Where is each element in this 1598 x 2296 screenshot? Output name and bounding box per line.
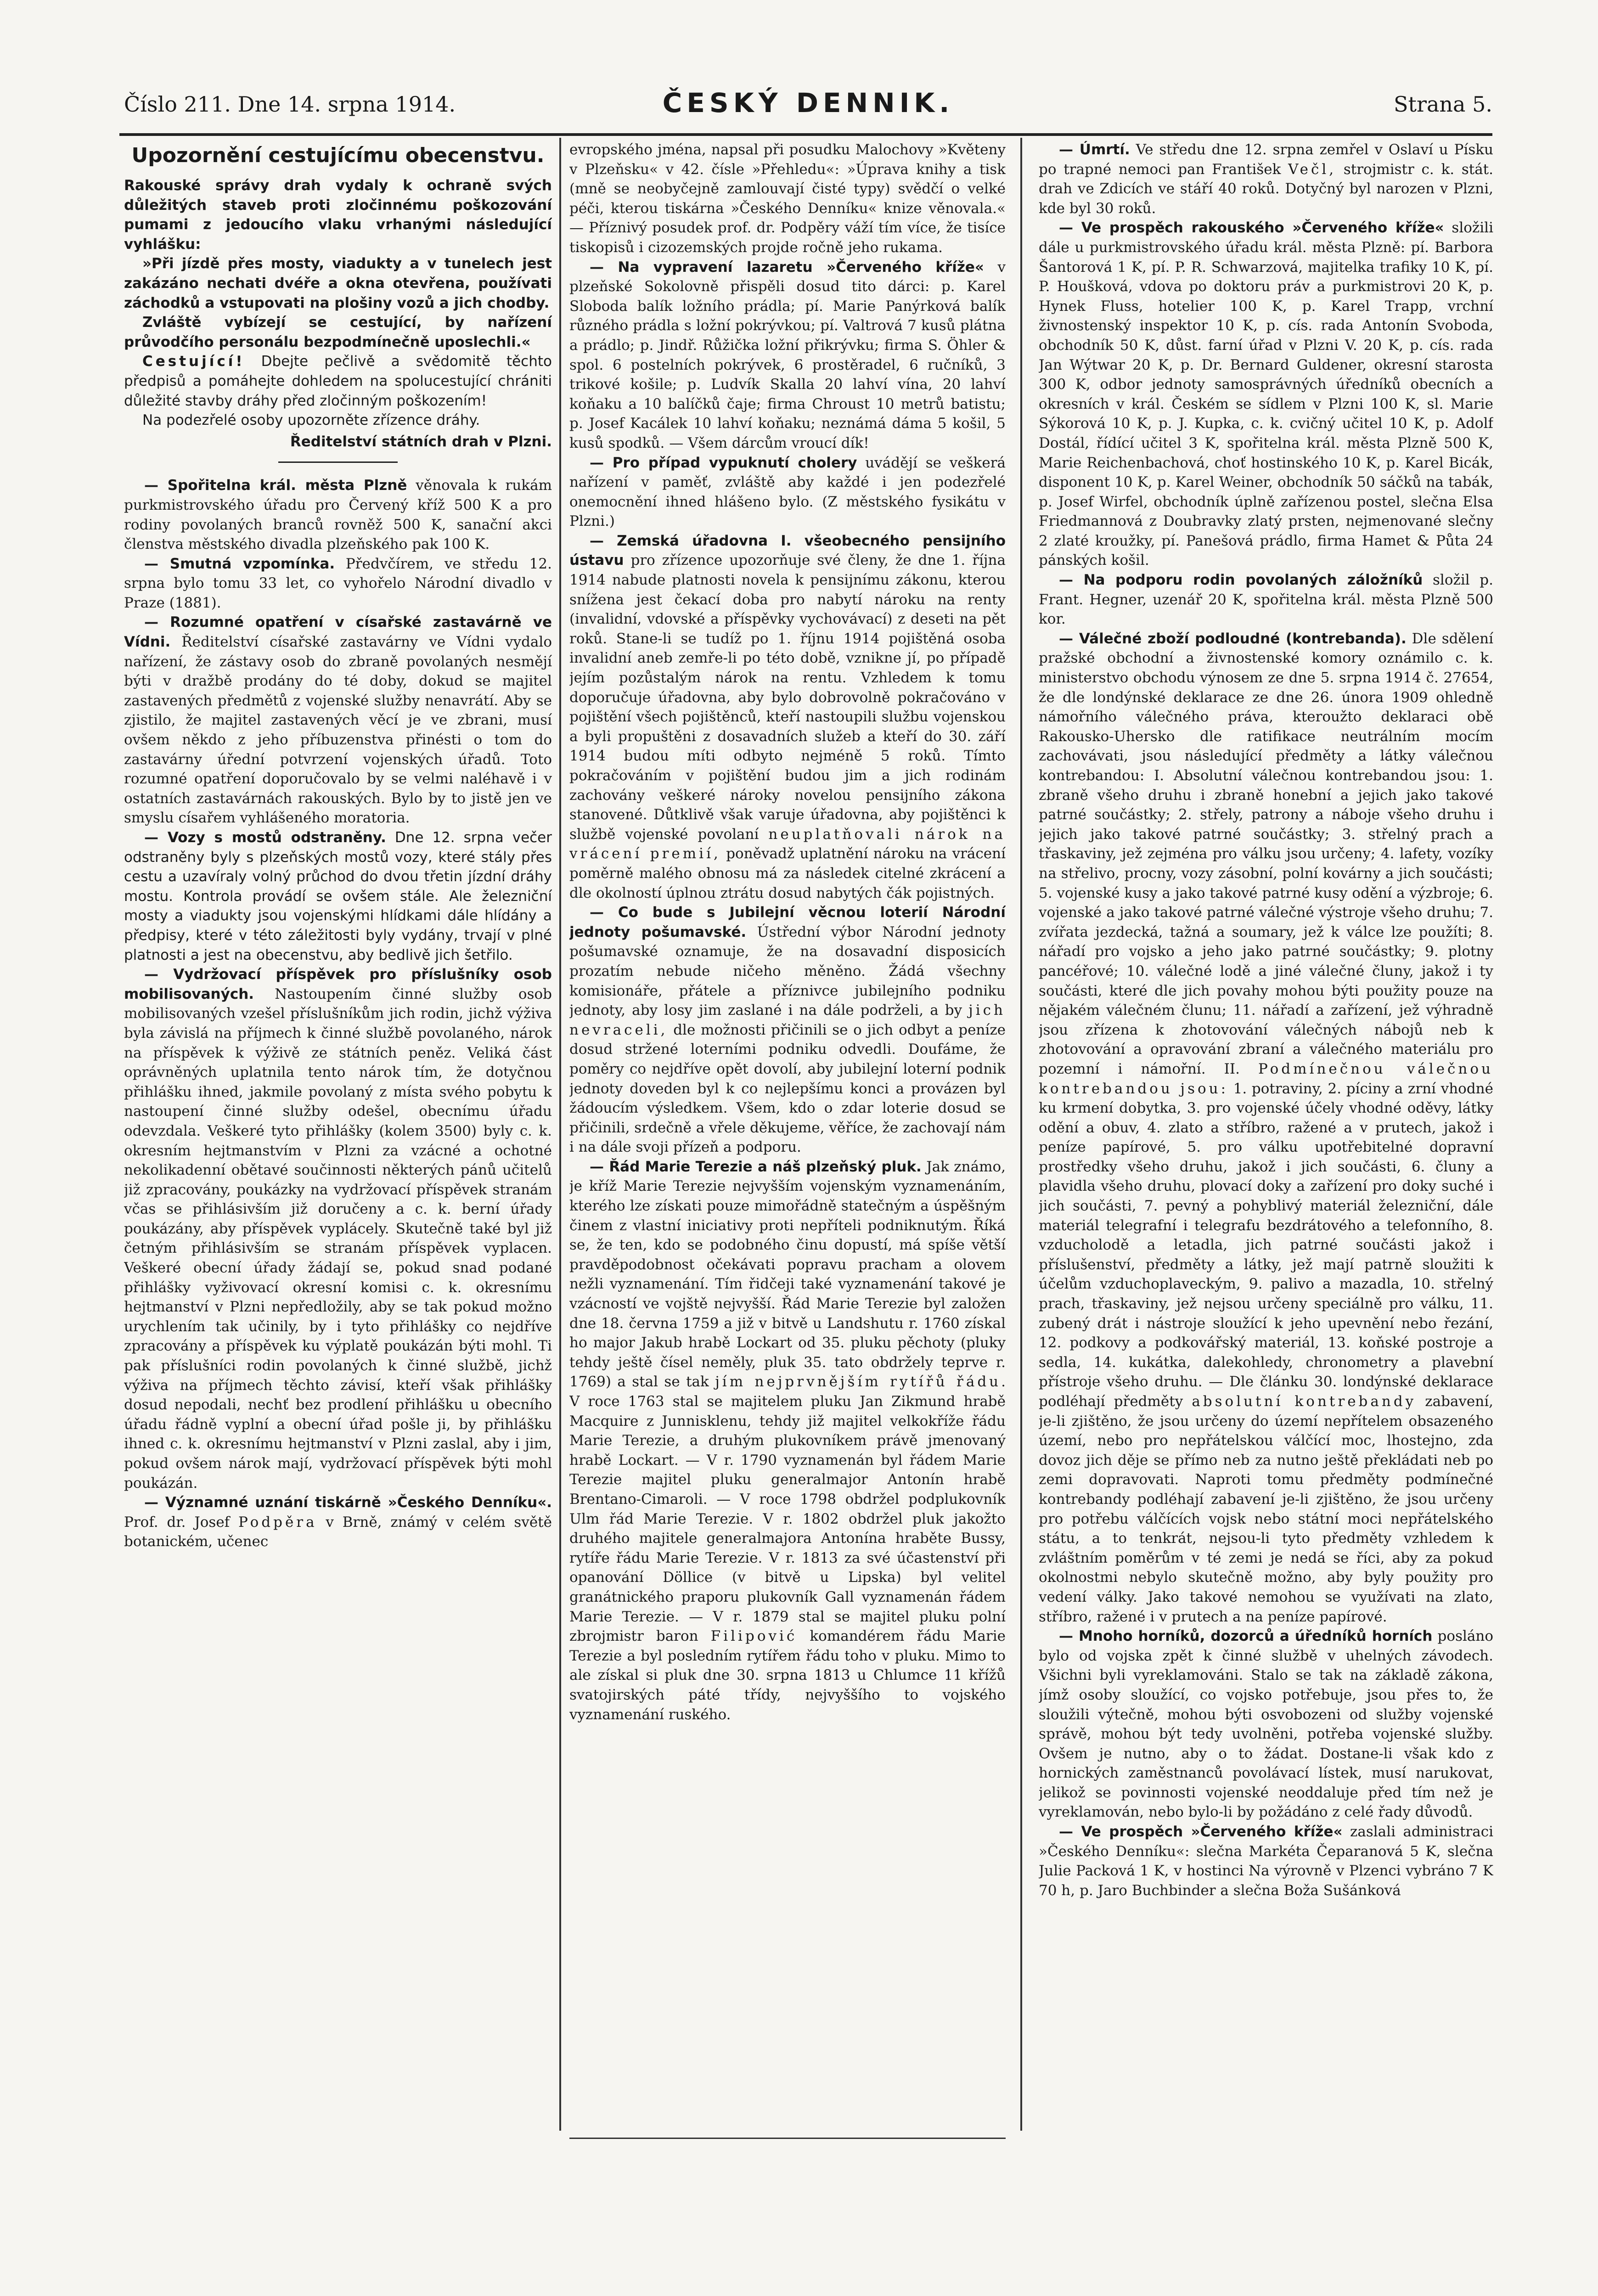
article-zemska-uradovna: — Zemská úřadovna I. všeobecného pensijního ústavu pro zřízence upozorňuje své členy, že dne 1. října 1914 nabude platnosti novela k pensijnímu zákonu, kterou snížena jest čekací doba pro nabytí nároku na renty (invalidní, vdovské a příspěvky vychovávací) z deseti na pět roků. Stane-li se tudíž po 1. říjnu 1914 pojištěná osoba invalidní aneb zemře-li po této době, vznikne jí, po případě jejím pozůstalým nárok na rentu. Vzhledem k tomu doporučuje úřadovna, aby bylo dobrovolně pokračováno v pojištění všech pojištěnců, kteří nastoupili službu vojenskou a byli propuštěni z dosavadních služeb a kteří do 30. září 1914 budou míti odbyto nejméně 5 roků. Tímto pokračováním v pojištění budou jim a jich rodinám zachovány veškeré nároky novelou pensijního zákona stanovené. Důtklivě však varuje úřadovna, aby pojištěnci k službě vojenské povolaní neuplatňovali nárok na vrácení premií, poněvadž uplatnění nároku na vrácení poměrně malého obnosu má za následek citelné zkrácení a dle okolností úplnou ztrátu dosud nabytých čák pojistných. [569, 532, 1006, 901]
article-kontrebanda: — Válečné zboží podloudné (kontrebanda). Dle sdělení pražské obchodní a živnostenské komory oznámilo c. k. ministerstvo obchodu výnosem ze dne 5. srpna 1914 č. 27654, že dle londýnské deklarace ze dne 26. února 1909 ohledně námořního válečného práva, kteroužto deklaraci obě Rakousko-Uhersko dle ratifikace neutrálním mocím zachovávati, jsou následující předměty a látky válečnou kontrebandou: I. Absolutní válečnou kontrebandou jsou: 1. zbraně všeho druhu i zbraně honební a jejich jako takové patrné součástky; 2. střely, patrony a náboje všeho druhu i jejich jako takové patrné součástky; 3. střelný prach a třaskaviny, jež zejména pro válku jsou určeny; 4. lafety, vozíky na střelivo, procny, vozy zásobní, polní kovárny a jich součásti; 5. vojenské kusy a jako takové patrné kusy odění a výzbroje; 6. vojenské a jako takové patrné válečné výstroje všeho druhu; 7. zvířata jezdecká, tažná a soumary, jež k válce lze použíti; 8. nářadí pro vojsko a jeho jako patrné součástky; 9. plotny pancéřové; 10. válečné lodě a jiné válečné čluny, jakož i ty součásti, které dle jich povahy mohou býti použity pouze na nějakém válečném člunu; 11. nářadí a zařízení, jež výhradně jsou zřízena k zhotovování válečných nábojů neb k zhotovování a opravování zbraní a válečného materiálu pro pozemní i námořní. II. Podmínečnou válečnou kontrebandou jsou: 1. potraviny, 2. píciny a zrní vhodné ku krmení dobytka, 3. pro vojenské účely vhodné oděvy, látky odění a obuv, 4. zlato a stříbro, ražené a v prutech, jakož i peníze papírové, 5. pro válku upotřebitelné dopravní prostředky všeho druhu, jakož i jich součásti, 6. čluny a plavidla všeho druhu, plovací doky a zařízení pro doky suché i jich součásti, 7. pevný a pohyblivý materiál železniční, dále materiál telegrafní i telegrafu bezdrátového a telefonního, 8. vzducholodě a letadla, jich patrné součásti jakož i příslušenství, předměty a látky, jež mají patrně sloužiti k účelům vzduchoplaveckým, 9. palivo a mazadla, 10. střelný prach, třaskaviny, jež nejsou určeny speciálně pro válku, 11. zubený drát i nástroje sloužící k jeho upevnění nebo řezání, 12. podkovy a podkovářský materiál, 13. koňské postroje a sedla, 14. kukátka, dalekohledy, chronometry a plavební přístroje všeho druhu. — Dle článku 30. londýnské deklarace podléhají předměty absolutní kontrebandy zabavení, je-li zjištěno, že jsou určeny do území nepřítelem obsazeného území, nebo pro nepřátelskou válčící moc, lhostejno, zda dovoz jich děje se přímo neb za nutno ještě překládati neb po zemi dopravovati. Naproti tomu předměty podmínečné kontrebandy podléhají zabavení je-li zjištěno, že jsou určeny pro potřebu válčících vojsk nebo státní moci nepřátelského státu, a to tenkrát, nejsou-li tyto předměty vzhledem k zvláštním poměrům v té zemi je nedá se říci, aby za pokud okolnostmi nebylo skutečně možno, aby byly použity pro vedení války. Jako takové nemohou se využívati na zlato, stříbro, ražené i v prutech a na peníze papírové. [1039, 630, 1493, 1625]
column-1 [124, 140, 552, 2142]
article-vydrzovaci: — Vydržovací příspěvek pro příslušníky osob mobilisovaných. Nastoupením činné služby osob mobilisovaných vzešel příslušníkům jich rodin, jichž výživa byla závislá na příjmech k činné službě povolaného, nárok na příspěvek k výživě ze státních peněz. Veliká část oprávněných uplatnila tento nárok tím, že dotyčnou přihlášku ihned, jakmile povolaný z místa svého pobytu k nastoupení činné služby odešel, obecnímu úřadu odevzdala. Veškeré tyto přihlášky (kolem 3500) byly c. k. okresním hejtmanstvím v Plzni za vzácné a ochotné nekolikadenní obětavé součinnosti některých pánů učitelů již zpracovány, poukázky na vydržovací příspěvek stranám včas se přihlásivším již doručeny a c. k. berní úřady poukázány, aby příspěvek vyplácely. Skutečně také byl již četným přihlásivším se stranám příspěvek vyplacen. Veškeré obecní úřady žádají se, pokud snad podané přihlášky vyživovací okresní komisi c. k. okresnímu hejtmanství v Plzni nepředložily, aby se tak pokud možno urychlením tak učinily, by i tyto přihlášky co nejdříve zpracovány a příspěvek ku výplatě poukázán býti mohl. Ti pak příslušníci rodin povolaných k činné službě, jichž výživa na příjmech těchto závisí, kteří však přihlášky dosud nepodali, nechť bez prodlení přihlášku u obecního úřadu řádně vyplní a obecní úřad pošle ji, by přihlášku ihned c. k. okresnímu hejtmanství v Plzni zaslal, aby i jim, pokud ovšem nárok mají, vydržovací příspěvek býti mohl poukázán. [124, 966, 552, 1491]
column-divider-1 [559, 138, 561, 2131]
article-uznani: — Významné uznání tiskárně »Českého Denníku«. Prof. dr. Josef Podpěra v Brně, známý v celém světě botanickém, učenec [124, 1494, 552, 1550]
column-divider-2 [1020, 138, 1022, 2131]
article-lazaret: — Na vypravení lazaretu »Červeného kříže« v plzeňské Sokolovně přispěli dosud tito dárci: p. Karel Sloboda balík ložního prádla; pí. Marie Panýrková balík různého prádla s ložní pokrývkou; pí. Valtrová 7 kusů plátna a prádlo; p. Jindř. Růžička ložní přikrývku; firma S. Öhler & spol. 6 postelních pokrývek, 6 prostěradel, 6 ručníků, 3 trikové košile; p. Ludvík Skalla 20 lahví vína, 20 lahví koňaku a 10 balíčků čaje; firma Chroust 10 metrů batistu; p. Josef Kacálek 10 lahví koňaku; neznámá dáma 5 košil, 5 kusů spodků. — Všem dárcům vroucí dík! [569, 259, 1006, 451]
column-2-end-rule [569, 2138, 1006, 2139]
article-zastavarna: — Rozumné opatření v císařské zastavárně ve Vídni. Ředitelství císařské zastavárny ve Vídni vydalo nařízení, že zástavy osob do zbraně povolaných nesmějí býti v dražbě prodány do té doby, dokud se majitel zastavených předmětů z vojenské služby nenavrátí. Aby se zjistilo, že majitel zastavených věcí je ve zbrani, musí ovšem někdo z jeho příbuzenstva přinésti o tom do zastavárny úřední potvrzení vojenských úřadů. Toto rozumné opatření doporučovalo by se velmi naléhavě i v ostatních zastavárnách rakouských. Bylo by to jistě jen ve smyslu císařem vyhlášeného moratoria. [124, 614, 552, 827]
page-number: Strana 5. [1394, 92, 1492, 117]
article-cholera: — Pro případ vypuknutí cholery uvádějí se veškerá nařízení v paměť, zvláště aby každé i jen podezřelé onemocnění ihned hlášeno bylo. (Z městského fysikátu v Plzni.) [569, 454, 1006, 530]
header-rule [119, 133, 1492, 136]
article-prospech-cerveny-kriz: — Ve prospěch rakouského »Červeného kříže« složili dále u purkmistrovského úřadu král. města Plzně: pí. Barbora Šantorová 1 K, pí. P. R. Schwarzová, majitelka trafiky 10 K, pí. P. Houšková, vdova po doktoru práv a purkmistrovi 20 K, p. Hynek Fluss, hotelier 100 K, p. Karel Trapp, vrchní živnostenský inspektor 10 K, p. cís. rada Antonín Svoboda, obchodník 50 K, důst. farní úřad v Plzni V. 20 K, p. cís. rada Jan Wýtwar 20 K, p. Dr. Bernard Guldener, okresní starosta 300 K, odbor jednoty samosprávných úředníků obecních a okresních v král. Českém se sídlem v Plzni 100 K, sl. Marie Sýkorová 10 K, p. J. Kupka, c. k. cvičný učitel 10 K, p. Adolf Dostál, řídící učitel 3 K, spořitelna král. města Plzně 500 K, Marie Reichenbachová, choť hostinského 10 K, p. Karel Bicák, disponent 10 K, p. Karel Weiner, obchodník 50 sáčků na tabák, p. Josef Wirfel, obchodník úplně zařízenou postel, slečna Elsa Friedmannová z Doubravky zlatý prsten, nejmenované slečny 2 zlaté kroužky, pí. Panešová prádlo, firma Hamet & Půta 24 pánských košil. [1039, 219, 1493, 569]
section-rule [278, 461, 398, 463]
article-vozy: — Vozy s mostů odstraněny. Dne 12. srpna večer odstraněny byly s plzeňských mostů vozy, které stály přes cestu a uzavíraly volný průchod do dvou třetin jízdní dráhy mostu. Kontrola provádí se ovšem stále. Ale železniční mosty a viadukty jsou vojenskými hlídkami dále hlídány a předpisy, které v této záležitosti byly vydány, trvají v plné platnosti a jest na obecenstvu, aby bedlivě jich šetřilo. [124, 829, 552, 963]
article-hornici: — Mnoho horníků, dozorců a úředníků horních posláno bylo od vojska zpět k činné službě v uhelných závodech. Všichni byli vyreklamováni. Stalo se tak na základě zákona, jímž osoby sloužící, co vojsko potřebuje, jsou přes to, že sloužili výtečně, mohou býti osvobozeni od služby vojenské správě, mohou být tedy uvolněni, potřeba vojenské služby. Ovšem je nutno, aby o to žádat. Dostane-li však kdo z hornických zaměstnanců povolávací lístek, musí narukovat, jelikož se povinnosti vojenské neoddaluje před tím než je vyreklamován, nebo bylo-li by požádáno z celé řady důvodů. [1039, 1628, 1493, 1821]
article-smutna-vzpominka: — Smutná vzpomínka. Předvčírem, ve středu 12. srpna bylo tomu 33 let, co vyhořelo Národní divadlo v Praze (1881). [124, 555, 552, 611]
notice-suspicious: Na podezřelé osoby upozorněte zřízence dráhy. [142, 412, 480, 429]
column-3 [1039, 140, 1493, 2142]
article-rad-marie-terezie: — Řád Marie Terezie a náš plzeňský pluk. Jak známo, je kříž Marie Terezie nejvyšším vojenským vyznamenáním, kterého lze získati pouze mimořádně statečným a úspěšným činem z vlastní iniciativy proti nepříteli podniknutým. Říká se, že ten, kdo se podobného činu dopustí, má spíše větší pravděpodobnost očekávati popravu pracham a olovem nežli vyznamenání. Tím řidčeji také vyznamenání takové je vzácností ve vojště nejvyšší. Řád Marie Terezie byl založen dne 18. června 1759 a již v bitvě u Landshutu r. 1760 získal ho major Jakub hrabě Lockart od 35. pluku pěchoty (pluky tehdy ještě čísel neměly, pluk 35. tato obdržely teprve r. 1769) a stal se tak jím nejprvnějším rytířů řádu. V roce 1763 stal se majitelem pluku Jan Zikmund hrabě Macquire z Junnisklenu, tehdy již majitel velkokříže řádu Marie Terezie, a druhým plukovníkem právě jmenovaný hrabě Lockart. — V r. 1790 vyznamenán byl řádem Marie Terezie majitel pluku generalmajor Antonín hrabě Brentano-Cimaroli. — V roce 1798 obdržel podplukovník Ulm řád Marie Terezie. V r. 1802 obdržel pluk jakožto druhého majitele generalmajora Antonína hraběte Bussy, rytíře řádu Marie Terezie. V r. 1813 za své účastenství při opanování Döllice (v bitvě u Lipska) byl velitel granátnického praporu plukovník Gall vyznamenán řádem Marie Terezie. — V r. 1879 stal se majitel pluku polní zbrojmistr baron Filipović komandérem řádu Marie Terezie a byl posledním rytířem řádu toho v pluku. Mimo to ale získal si pluk dne 30. srpna 1813 u Chlumce 11 křížů svatojirských páté třídy, nejvyššího to vojského vyznamenání ruského. [569, 1158, 1006, 1723]
railway-notice [124, 176, 552, 451]
notice-signature: Ředitelství státních drah v Plzni. [290, 433, 552, 450]
issue-info: Číslo 211. Dne 14. srpna 1914. [124, 92, 456, 117]
notice-travellers: Cestující! Dbejte pečlivě a svědomitě těchto předpisů a pomáhejte dohledem na spolucestující chrániti důležité stavby dráhy před zločinným poškozením! [124, 353, 552, 409]
article-podpora-rodin: — Na podporu rodin povolaných záložníků složil p. Frant. Hegner, uzenář 20 K, spořitelna král. města Plzně 500 kor. [1039, 572, 1493, 628]
newspaper-title: ČESKÝ DENNIK. [662, 87, 954, 118]
article-prospech-2: — Ve prospěch »Červeného kříže« zaslali administraci »Českého Denníku«: slečna Markéta Čeparanová 5 K, slečna Julie Packová 1 K, v hostinci Na výrovně v Plzenci vybráno 7 K 70 h, p. Jaro Buchbinder a slečna Boža Sušánková [1039, 1823, 1493, 1899]
article-loterie: — Co bude s Jubilejní věcnou loterií Národní jednoty pošumavské. Ústřední výbor Národní jednoty pošumavské oznamuje, že na dosavadní disposicích prozatím nebude ničeho měněno. Žádá všechny komisionáře, přátele a příznivce jubilejního podniku jednoty, aby losy jim zaslané i na dále podrželi, a by jich nevraceli, dle možnosti přičinili se o jich odbyt a peníze dosud stržené loterními podniku odvedli. Doufáme, že poměry co nejdříve opět dovolí, aby jubilejní loterní podnik jednoty doveden byl k co nejlepšímu konci a provázen byl žádoucím výsledkem. Všem, kdo o zdar loterie dosud se přičinili, srdečně a vřele děkujeme, věříce, že zachovají nám i na dále svoji přízeň a podporu. [569, 904, 1006, 1156]
notice-appeal: Zvláště vybízejí se cestující, by nařízení průvodčího personálu bezpodmínečně uposlechli.« [124, 314, 552, 350]
article-sporitelna: — Spořitelna král. města Plzně věnovala k rukám purkmistrovského úřadu pro Červený kříž 500 K a pro rodiny povolaných branců rovněž 500 K, sanační akci členstva městského divadla plzeňského pak 100 K. [124, 477, 552, 553]
notice-intro: Rakouské správy drah vydaly k ochraně svých důležitých staveb proti zločinnému poškozování pumami z jedoucího vlaku vrhanými následující vyhlášku: [124, 177, 552, 253]
column-2 [569, 140, 1006, 2142]
article-uznani-cont: evropského jména, napsal při posudku Malochovy »Květeny v Plzeňsku« v 42. čísle »Přehledu«: »Úprava knihy a tisk (mně se neobyčejně zamlouvají čisté typy) svědčí o velké péči, kterou tiskárna »Českého Denníku« knize věnovala.« — Příznivý posudek prof. dr. Podpěry váží tím více, že tisíce tiskopisů i cizozemských projde ročně jeho rukama. [569, 141, 1006, 256]
notice-rule-text: »Při jízdě přes mosty, viadukty a v tunelech jest zakázáno nechati dvéře a okna otevřena, používati záchodků a vstupovati na plošiny vozů a jich chodby. [124, 255, 552, 311]
masthead [124, 87, 1492, 129]
article-umrti: — Úmrtí. Ve středu dne 12. srpna zemřel v Oslaví u Písku po trapné nemoci pan František Večl, strojmistr c. k. stát. drah ve Zdicích ve stáří 40 roků. Dotyčný byl narozen v Plzni, kde byl 30 roků. [1039, 141, 1493, 217]
notice-headline: Upozornění cestujícímu obecenstvu. [131, 144, 545, 167]
